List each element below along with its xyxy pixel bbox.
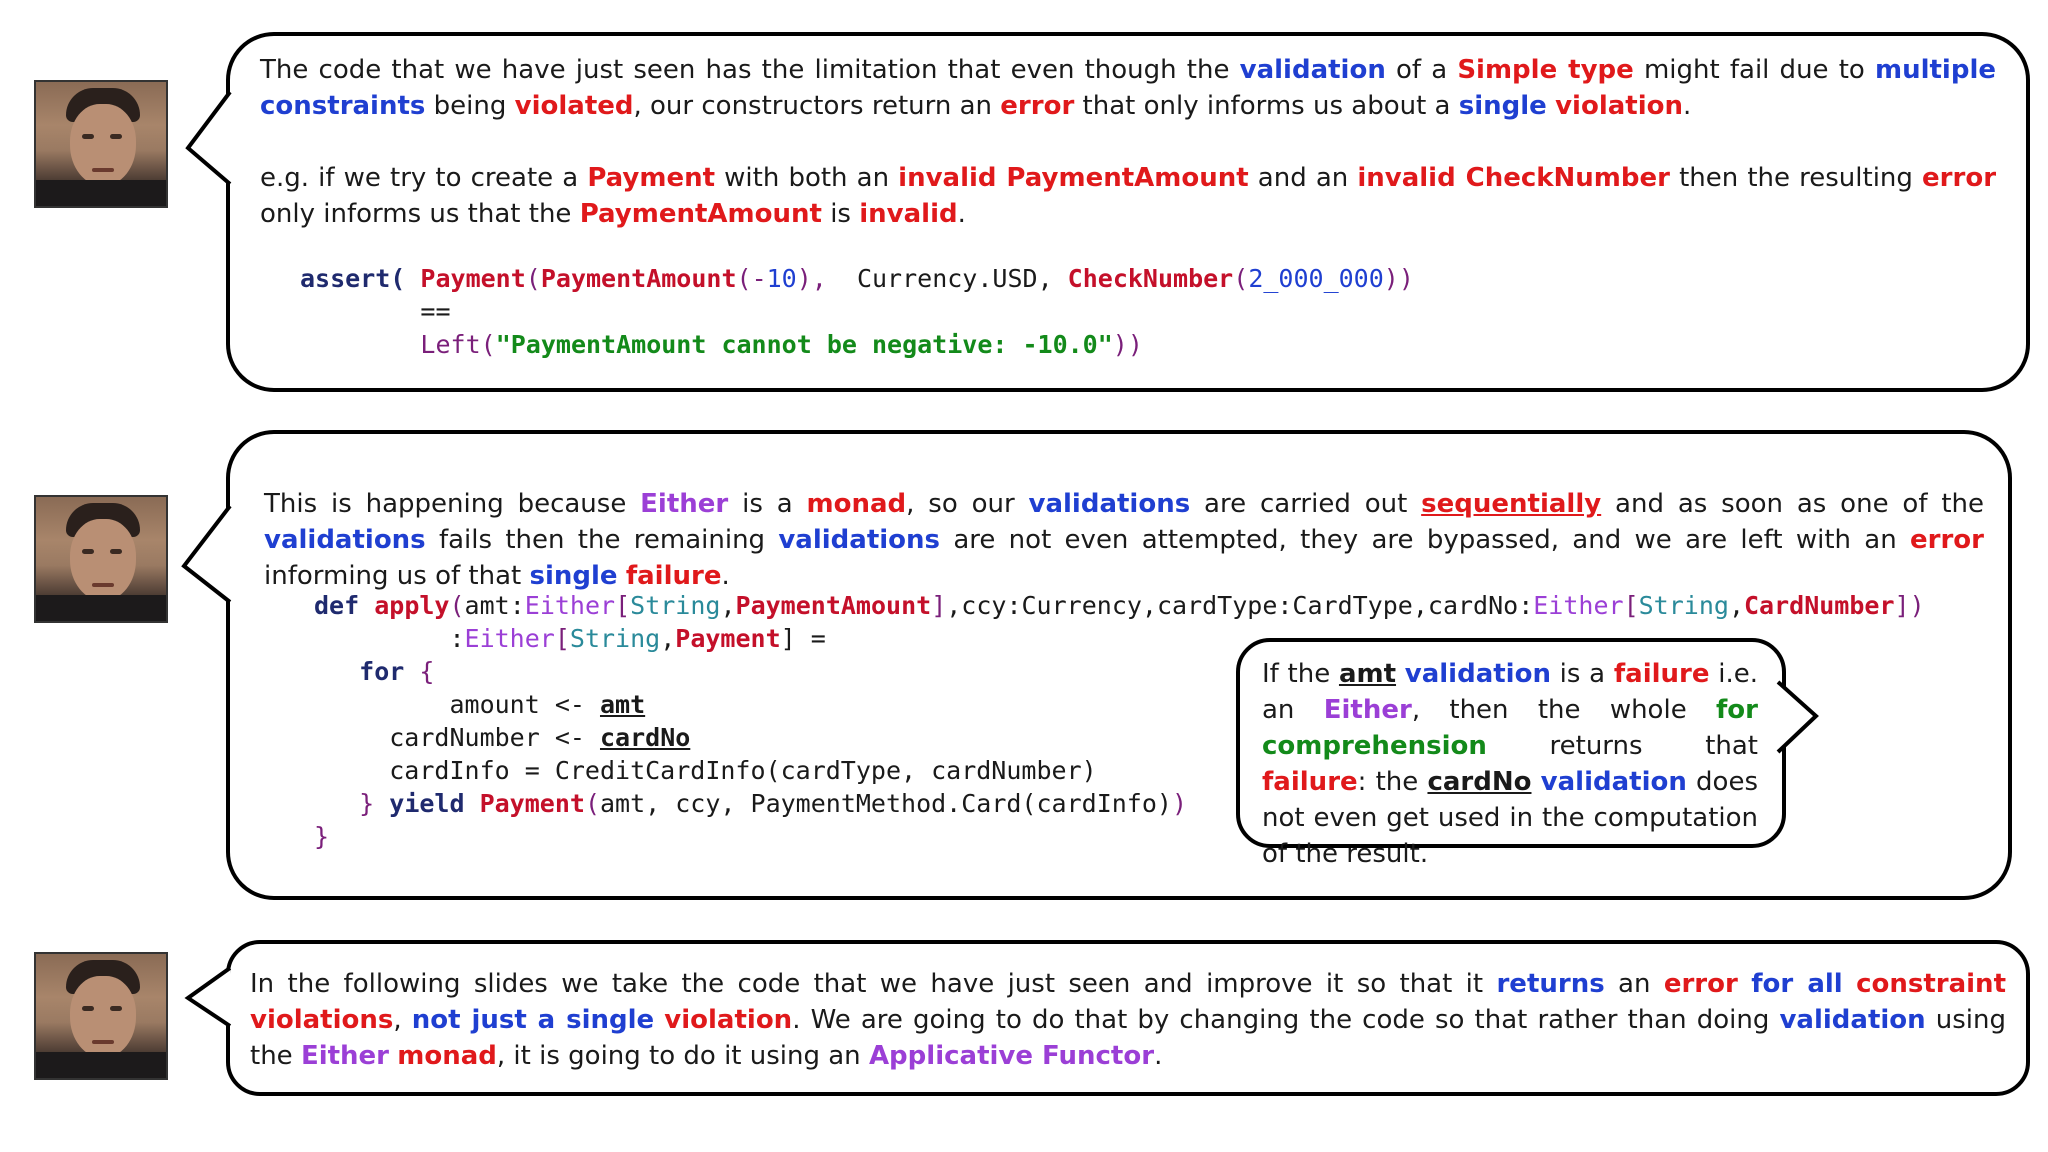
text-run: amt	[599, 690, 646, 719]
text-run: PaymentAmount	[540, 264, 737, 293]
text-run: cardNumber <-	[314, 723, 600, 752]
text-run: Payment	[479, 789, 585, 818]
text-run: ))	[1112, 330, 1143, 359]
code-line	[314, 589, 1925, 622]
panel3-paragraph	[250, 966, 2006, 1074]
text-run: ])	[1894, 591, 1925, 620]
text-run: and an	[1248, 163, 1358, 193]
text-run: apply	[374, 591, 450, 620]
text-run: (	[480, 330, 496, 359]
text-run: informing us of that	[264, 561, 530, 591]
text-run: for	[314, 657, 420, 686]
text-run: [	[554, 624, 570, 653]
bubble-tail	[180, 964, 240, 1044]
text-run: String	[569, 624, 661, 653]
text-run: "PaymentAmount cannot be negative: -10.0"	[495, 330, 1113, 359]
text-run: for all	[1751, 969, 1843, 999]
text-run: ]	[931, 591, 947, 620]
bubble-tail	[180, 92, 240, 192]
code-line	[300, 295, 1414, 328]
text-run: validations	[778, 525, 941, 555]
text-run: Either	[640, 489, 729, 519]
text-run: CardNumber	[1744, 591, 1895, 620]
text-run: is	[821, 199, 860, 229]
text-run: If the	[1262, 659, 1339, 689]
text-run: monad	[397, 1041, 497, 1071]
text-run: an	[1604, 969, 1664, 999]
text-run	[1531, 767, 1540, 797]
text-run	[618, 561, 626, 591]
text-run	[1547, 91, 1555, 121]
text-run: assert(	[300, 264, 421, 293]
text-run: is a	[1550, 659, 1614, 689]
text-run: validation	[1239, 55, 1386, 85]
text-run: then the resulting	[1669, 163, 1923, 193]
text-run: e.g. if we try to create a	[260, 163, 588, 193]
avatar	[34, 80, 168, 208]
text-run: Left	[300, 330, 481, 359]
text-run: i.e. an	[1262, 659, 1758, 725]
text-run: (	[449, 591, 465, 620]
text-run: , so our	[906, 489, 1029, 519]
panel1-code-block	[300, 262, 1414, 361]
note-text	[1262, 656, 1758, 872]
text-run: violated	[514, 91, 634, 121]
text-run: that only informs us about a	[1074, 91, 1459, 121]
text-run: validation	[1779, 1005, 1926, 1035]
text-run: .	[957, 199, 966, 229]
text-run: single	[529, 561, 618, 591]
bubble-tail	[178, 506, 238, 606]
text-run: )	[1171, 789, 1188, 818]
text-run: violation	[1555, 91, 1683, 121]
text-run: being	[425, 91, 515, 121]
text-run: 10	[766, 264, 797, 293]
text-run: yield	[389, 789, 480, 818]
text-run: PaymentAmount	[579, 199, 822, 229]
panel1-paragraph-1	[260, 52, 1996, 124]
text-run: }	[314, 822, 330, 851]
text-run: of a	[1385, 55, 1458, 85]
text-run: monad	[806, 489, 907, 519]
text-run: Either	[300, 1041, 390, 1071]
text-run: is a	[728, 489, 807, 519]
text-run: [	[615, 591, 631, 620]
text-run: {	[419, 657, 435, 686]
text-run: fails then the remaining	[425, 525, 779, 555]
text-run: Either	[464, 624, 555, 653]
text-run: cardNo	[1427, 767, 1532, 797]
text-run: multiple constraints	[260, 55, 1996, 121]
text-run: are carried out	[1190, 489, 1422, 519]
text-run: validation	[1404, 659, 1551, 689]
text-run: invalid CheckNumber	[1357, 163, 1670, 193]
text-run: using the	[250, 1005, 2007, 1071]
text-run: CheckNumber	[1067, 264, 1234, 293]
text-run: violation	[664, 1005, 793, 1035]
text-run	[1738, 969, 1751, 999]
text-run: Simple type	[1457, 55, 1634, 85]
text-run: failure	[1262, 767, 1358, 797]
text-run: : the	[1357, 767, 1428, 797]
text-run: does not even get used in the computation of the result.	[1262, 767, 1758, 869]
text-run: not just a single	[411, 1005, 655, 1035]
text-run: String	[630, 591, 721, 620]
text-run: , our constructors return an	[633, 91, 1001, 121]
avatar	[34, 952, 168, 1080]
text-run: This is happening because	[264, 489, 641, 519]
text-run: ,	[660, 624, 676, 653]
text-run: validations	[1028, 489, 1191, 519]
text-run: , it is going to do it using an	[496, 1041, 869, 1071]
text-run: (-	[736, 264, 767, 293]
text-run: ),	[796, 264, 857, 293]
text-run: failure	[625, 561, 722, 591]
code-line	[300, 262, 1414, 295]
text-run: only informs us that the	[260, 199, 580, 229]
text-run: validations	[264, 525, 426, 555]
text-run	[1843, 969, 1856, 999]
text-run: . We are going to do that by changing the code so that rather than doing	[792, 1005, 1780, 1035]
bubble-tail	[1776, 680, 1826, 760]
text-run: .	[1154, 1041, 1163, 1071]
text-run: amount <-	[314, 690, 600, 719]
text-run: invalid PaymentAmount	[898, 163, 1249, 193]
text-run: , then the whole	[1411, 695, 1716, 725]
text-run: cardInfo = CreditCardInfo(cardType, cardNumber)	[314, 756, 1097, 785]
text-run: might fail due to	[1633, 55, 1875, 85]
text-run: :	[314, 624, 465, 653]
text-run: (	[584, 789, 600, 818]
text-run: validation	[1540, 767, 1687, 797]
text-run: ,ccy:Currency,cardType:CardType,cardNo:	[946, 591, 1534, 620]
text-run	[654, 1005, 664, 1035]
text-run: invalid	[859, 199, 958, 229]
text-run: are not even attempted, they are bypassed, and we are left with an	[940, 525, 1911, 555]
text-run: failure	[1613, 659, 1710, 689]
text-run: constraint violations	[250, 969, 2006, 1035]
text-run: amt:	[464, 591, 525, 620]
text-run: returns	[1496, 969, 1605, 999]
text-run: ,	[720, 591, 736, 620]
text-run: Payment	[420, 264, 526, 293]
text-run: Currency.USD,	[856, 264, 1068, 293]
text-run: error	[1000, 91, 1075, 121]
text-run: (	[525, 264, 541, 293]
text-run: .	[1683, 91, 1692, 121]
text-run: error	[1663, 969, 1738, 999]
code-line	[300, 328, 1414, 361]
text-run: String	[1638, 591, 1729, 620]
text-run: cardNo	[599, 723, 691, 752]
text-run: with both an	[715, 163, 899, 193]
text-run: Either	[1323, 695, 1412, 725]
text-run: ,	[393, 1005, 412, 1035]
text-run: The code that we have just seen has the limitation that even though the	[260, 55, 1240, 85]
text-run: PaymentAmount	[735, 591, 932, 620]
text-run: ,	[1728, 591, 1744, 620]
panel1-paragraph-2	[260, 160, 1996, 232]
text-run	[1396, 659, 1405, 689]
text-run: .	[721, 561, 730, 591]
text-run: ] =	[780, 624, 826, 653]
text-run: }	[314, 789, 390, 818]
text-run: [	[1623, 591, 1639, 620]
text-run: and as soon as one of the	[1601, 489, 1985, 519]
text-run: single	[1458, 91, 1547, 121]
text-run: In the following slides we take the code that we have just seen and improve it so that it	[250, 969, 1497, 999]
text-run: amt, ccy, PaymentMethod.Card(cardInfo)	[600, 789, 1172, 818]
text-run: error	[1910, 525, 1984, 555]
avatar	[34, 495, 168, 623]
text-run: 2_000_000	[1248, 264, 1384, 293]
text-run: Payment	[587, 163, 716, 193]
text-run: Applicative Functor	[868, 1041, 1155, 1071]
text-run: Either	[1533, 591, 1624, 620]
text-run: sequentially	[1421, 489, 1602, 519]
text-run: ))	[1383, 264, 1414, 293]
text-run: def	[314, 591, 375, 620]
text-run: Either	[524, 591, 616, 620]
text-run: for comprehension	[1262, 695, 1758, 761]
text-run: returns that	[1486, 731, 1758, 761]
text-run: (	[1233, 264, 1249, 293]
panel2-paragraph	[264, 486, 1984, 594]
text-run: Payment	[675, 624, 781, 653]
text-run: ==	[300, 297, 451, 326]
text-run: amt	[1338, 659, 1397, 689]
text-run: error	[1922, 163, 1997, 193]
